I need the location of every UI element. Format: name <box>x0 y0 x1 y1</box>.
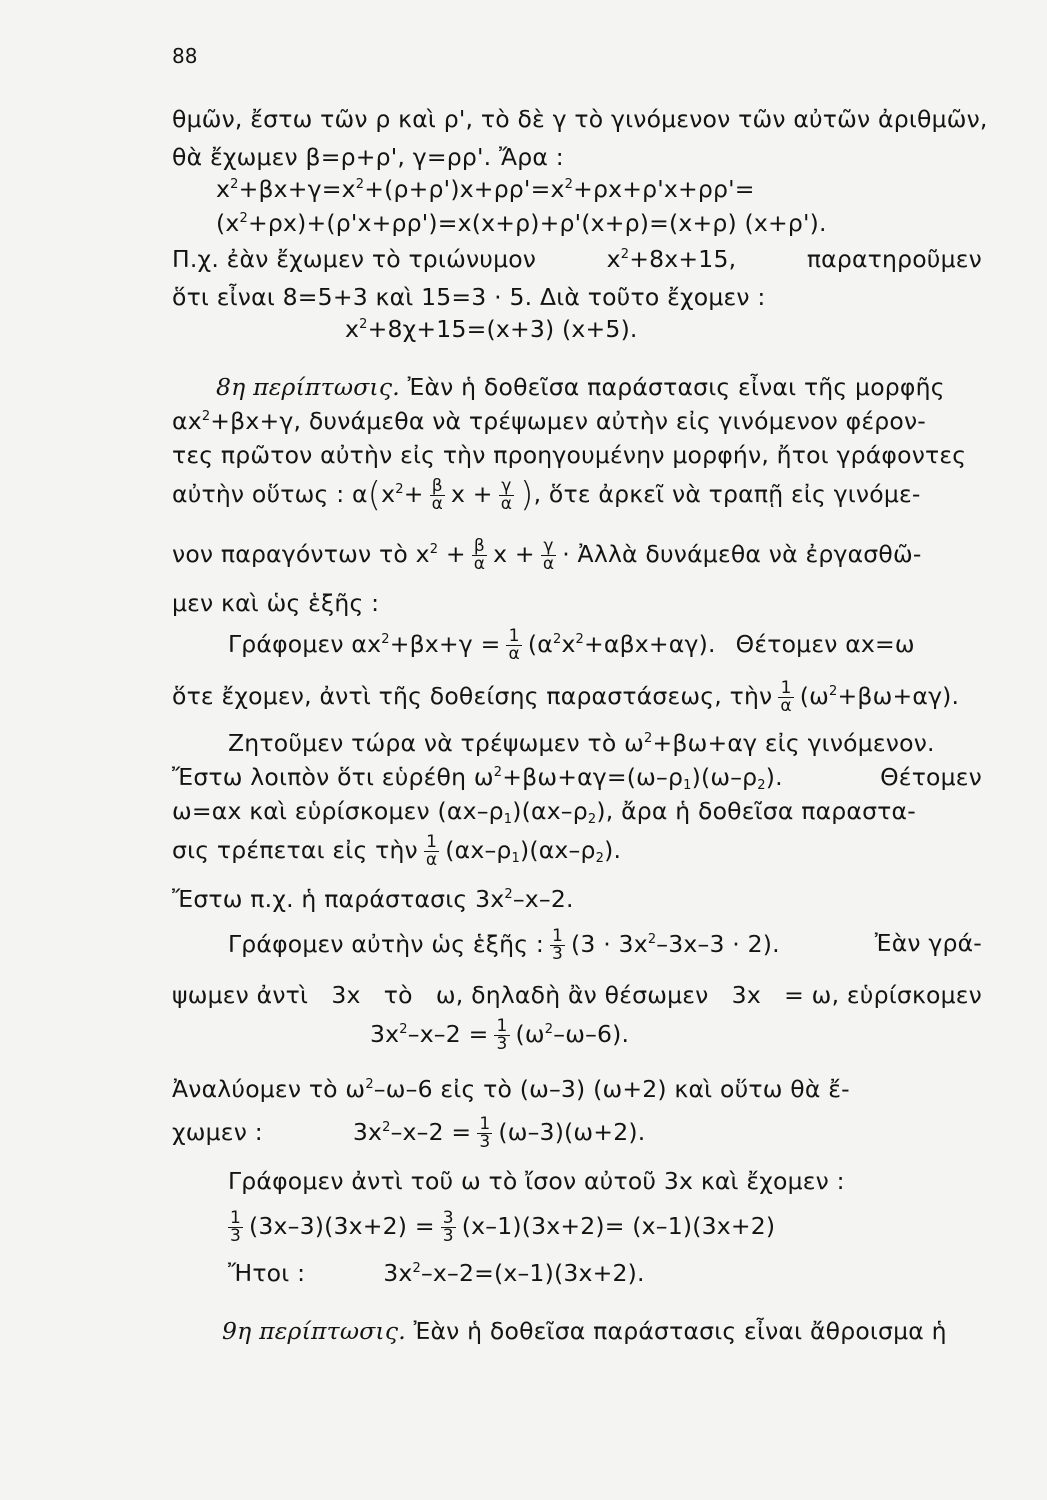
numerator: 1 <box>551 926 564 946</box>
text: ). <box>604 836 622 864</box>
text: )(ω–ρ <box>691 763 758 791</box>
numerator: γ <box>543 536 554 556</box>
exponent: 2 <box>552 632 562 647</box>
math <box>228 928 780 963</box>
text: Π.χ. ἐὰν ἔχωμεν τὸ τριώνυμον <box>172 245 537 273</box>
subscript: 1 <box>683 778 692 793</box>
exponent: 2 <box>620 247 630 262</box>
text: Ἔστω π.χ. ἡ παράστασις 3x <box>172 885 505 913</box>
text: (αx–ρ <box>445 836 512 864</box>
exponent: 2 <box>382 1120 391 1135</box>
text: x <box>381 480 396 508</box>
text-line <box>172 244 982 274</box>
subscript: 2 <box>757 778 766 793</box>
text: +βx+γ=x <box>238 175 356 203</box>
subscript: 1 <box>511 851 520 866</box>
text: –x–2=(x–1)(3x+2). <box>420 1259 645 1287</box>
exponent: 2 <box>395 482 404 497</box>
text: –x–2. <box>512 885 574 913</box>
page-number: 88 <box>172 44 198 68</box>
exponent: 2 <box>564 177 574 192</box>
numerator: 3 <box>442 1208 454 1228</box>
text: –3x–3 · 2). <box>656 930 780 958</box>
text-line <box>172 372 982 402</box>
text: χωμεν : <box>172 1118 263 1146</box>
text: 3x <box>370 1020 400 1048</box>
denominator: α <box>431 494 444 514</box>
text: +ρx+ρ'x+ρρ'= <box>573 175 755 203</box>
exponent: 2 <box>201 409 211 424</box>
text: 3x <box>383 1259 413 1287</box>
text: –ω–6). <box>553 1020 630 1048</box>
text: = ω, εὑρίσκομεν <box>784 981 982 1009</box>
text: Ἐὰν ἡ δοθεῖσα παράστασις εἶναι τῆς μορφῆς <box>407 373 945 401</box>
text: x <box>606 245 621 273</box>
text: 3x <box>663 1167 694 1195</box>
text: · Ἀλλὰ δυνάμεθα νὰ ἐργασθῶ- <box>562 540 922 568</box>
text: (3 · 3x <box>571 930 648 958</box>
text-line <box>172 104 988 134</box>
text-line <box>172 980 982 1010</box>
text: Ἐὰν γρά- <box>874 929 982 957</box>
text-line <box>172 142 982 172</box>
subscript: 1 <box>503 812 513 827</box>
fraction <box>472 538 487 573</box>
text-line <box>172 1074 982 1104</box>
text: x + <box>493 540 535 568</box>
fraction <box>430 478 445 513</box>
case-heading: 8η περίπτωσις. <box>216 373 400 401</box>
text: )(αx–ρ <box>520 836 596 864</box>
equation-line <box>228 628 982 663</box>
equation-line <box>172 680 982 715</box>
numerator: 1 <box>479 1114 491 1134</box>
text: x <box>561 630 576 658</box>
fraction <box>541 538 556 573</box>
equation-line <box>172 1116 982 1151</box>
text: Γράφομεν αx <box>228 630 382 658</box>
text-line <box>172 406 982 436</box>
fraction <box>550 928 565 963</box>
case-heading: 9η περίπτωσις. <box>222 1317 406 1345</box>
text: )(αx–ρ <box>512 797 588 825</box>
text: Ζητοῦμεν τώρα νὰ τρέψωμεν τὸ ω <box>228 729 645 757</box>
text: Θέτομεν <box>880 763 982 791</box>
paren: ) <box>520 475 534 515</box>
text: (ω <box>799 682 830 710</box>
denominator: α <box>508 644 520 664</box>
text-line <box>172 1316 982 1346</box>
equation-line <box>216 174 1026 204</box>
text: ω, δηλαδὴ ἂν θέσωμεν <box>435 981 709 1009</box>
exponent: 2 <box>644 731 653 746</box>
text: x <box>345 315 360 343</box>
fraction <box>778 680 793 715</box>
equation-line <box>228 1210 1038 1245</box>
text: , ὅτε ἀρκεῖ νὰ τραπῇ εἰς γινόμε- <box>533 480 921 508</box>
text-line <box>172 588 982 618</box>
text: τες πρῶτον αὐτὴν εἰς τὴν προηγουμένην μορφήν, ἤτοι γράφοντες <box>172 441 967 469</box>
denominator: 3 <box>496 1034 508 1054</box>
text: +βx+γ, δυνάμεθα νὰ τρέψωμεν αὐτὴν εἰς γινόμενον φέρον- <box>210 407 926 435</box>
text-line <box>172 762 982 792</box>
text: (ω <box>515 1020 545 1048</box>
numerator: 1 <box>780 678 792 698</box>
exponent: 2 <box>493 765 503 780</box>
text: (α <box>527 630 553 658</box>
text: ), ἄρα ἡ δοθεῖσα παραστα- <box>596 797 916 825</box>
text: θὰ ἔχωμεν β=ρ+ρ', γ=ρρ'. Ἄρα : <box>172 143 564 171</box>
text: x + <box>451 480 493 508</box>
denominator: 3 <box>551 944 564 964</box>
exponent: 2 <box>239 211 248 226</box>
text: 3x <box>731 981 761 1009</box>
text: νον παραγόντων τὸ x <box>172 540 430 568</box>
text: +αβx+αγ). <box>584 630 716 658</box>
fraction <box>477 1116 492 1151</box>
fraction <box>506 628 521 663</box>
text: +βω+αγ). <box>837 682 960 710</box>
exponent: 2 <box>412 1261 421 1276</box>
text: παρατηροῦμεν <box>806 245 982 273</box>
numerator: 1 <box>230 1208 242 1228</box>
text: Ἔστω λοιπὸν ὅτι εὑρέθη ω <box>172 763 494 791</box>
text: σις τρέπεται εἰς τὴν <box>172 836 418 864</box>
text: ὅτι εἶναι 8=5+3 καὶ 15=3 · 5. Διὰ τοῦτο ἔχομεν : <box>172 283 766 311</box>
exponent: 2 <box>575 632 585 647</box>
text: + <box>445 540 466 568</box>
equation-line <box>216 208 1026 238</box>
text: –ω–6 εἰς τὸ (ω–3) (ω+2) καὶ οὕτω θὰ ἔ- <box>373 1075 850 1103</box>
text: –x–2 = <box>407 1020 489 1048</box>
text: +βω+αγ=(ω–ρ <box>502 763 684 791</box>
exponent: 2 <box>399 1022 408 1037</box>
numerator: 1 <box>426 832 438 852</box>
text-line <box>228 728 1038 758</box>
equation-line <box>172 475 982 515</box>
text: (ω–3)(ω+2). <box>498 1118 646 1146</box>
text: +ρx)+(ρ'x+ρρ')=x(x+ρ)+ρ'(x+ρ)=(x+ρ) (x+ρ'). <box>247 209 827 237</box>
text: +βω+αγ εἰς γινόμενον. <box>652 729 935 757</box>
text: Ἀναλύομεν τὸ ω <box>172 1075 366 1103</box>
text: 3x <box>352 1118 383 1146</box>
text: + <box>403 480 424 508</box>
denominator: 3 <box>479 1132 491 1152</box>
text: (x <box>216 209 240 237</box>
text-line <box>172 440 982 470</box>
text: μεν καὶ ὡς ἑξῆς : <box>172 589 380 617</box>
text: ψωμεν ἀντὶ <box>172 981 309 1009</box>
subscript: 2 <box>587 812 597 827</box>
text: 3x <box>331 981 361 1009</box>
equation-line <box>345 314 1047 344</box>
fraction <box>494 1018 509 1053</box>
equation-line <box>370 1018 1047 1053</box>
text: +βx+γ = <box>389 630 501 658</box>
text: +8χ+15=(x+3) (x+5). <box>367 315 638 343</box>
exponent: 2 <box>359 317 368 332</box>
text: x <box>216 175 231 203</box>
text-line <box>228 1166 1038 1196</box>
text: ω=αx καὶ εὑρίσκομεν (αx–ρ <box>172 797 504 825</box>
equation-line <box>228 928 982 963</box>
numerator: 1 <box>508 626 520 646</box>
fraction <box>441 1210 456 1245</box>
text: +(ρ+ρ')x+ρρ'=x <box>364 175 565 203</box>
exponent: 2 <box>365 1077 374 1092</box>
denominator: 3 <box>230 1226 242 1246</box>
numerator: β <box>431 476 443 496</box>
equation-line <box>228 1258 1038 1288</box>
text: καὶ ἔχομεν : <box>700 1167 845 1195</box>
text: Γράφομεν ἀντὶ τοῦ ω τὸ ἴσον αὐτοῦ <box>228 1167 657 1195</box>
text: αx <box>172 407 202 435</box>
denominator: α <box>425 850 438 870</box>
exponent: 2 <box>504 887 513 902</box>
exponent: 2 <box>544 1022 554 1037</box>
numerator: γ <box>501 476 512 496</box>
numerator: 1 <box>496 1016 508 1036</box>
text: τὸ <box>383 981 413 1009</box>
fraction <box>499 478 514 513</box>
denominator: α <box>473 554 486 574</box>
text: αὐτὴν οὕτως : α <box>172 480 368 508</box>
fraction <box>228 1210 243 1245</box>
text-line <box>172 796 982 826</box>
text-line <box>172 282 982 312</box>
exponent: 2 <box>429 542 439 557</box>
text: (x–1)(3x+2)= (x–1)(3x+2) <box>461 1212 776 1240</box>
exponent: 2 <box>381 632 390 647</box>
equation-line <box>172 538 982 573</box>
text: Θέτομεν αx=ω <box>735 630 915 658</box>
subscript: 2 <box>595 851 605 866</box>
numerator: β <box>473 536 485 556</box>
denominator: α <box>500 494 513 514</box>
text: –x–2 = <box>390 1118 472 1146</box>
text: Γράφομεν αὐτὴν ὡς ἑξῆς : <box>228 930 544 958</box>
denominator: 3 <box>442 1226 454 1246</box>
text: +8x+15, <box>629 245 737 273</box>
fraction <box>424 834 439 869</box>
exponent: 2 <box>355 177 365 192</box>
text: ὅτε ἔχομεν, ἀντὶ τῆς δοθείσης παραστάσεως, τὴν <box>172 682 773 710</box>
text: θμῶν, ἔστω τῶν ρ καὶ ρ', τὸ δὲ γ τὸ γινόμενον τῶν αὐτῶν ἀριθμῶν, <box>172 105 988 133</box>
denominator: α <box>780 696 792 716</box>
denominator: α <box>542 554 555 574</box>
text-line <box>172 884 982 914</box>
math <box>607 244 737 274</box>
text: Ἐὰν ἡ δοθεῖσα παράστασις εἶναι ἄθροισμα ἡ <box>413 1317 947 1345</box>
equation-line <box>172 834 982 869</box>
text: ). <box>765 763 783 791</box>
exponent: 2 <box>647 932 657 947</box>
text: (3x–3)(3x+2) = <box>249 1212 435 1240</box>
paren: ( <box>367 475 382 515</box>
exponent: 2 <box>829 684 838 699</box>
text: Ἤτοι : <box>228 1259 306 1287</box>
exponent: 2 <box>230 177 239 192</box>
math <box>172 762 783 792</box>
